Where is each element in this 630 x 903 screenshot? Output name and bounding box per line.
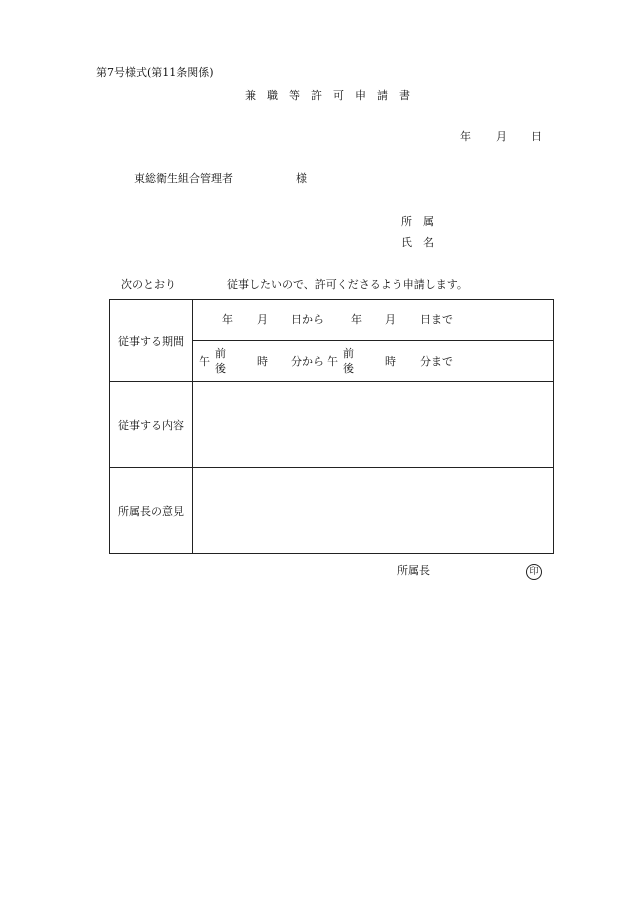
minute-from: 分から (291, 355, 324, 368)
period-day-until: 日まで (420, 313, 453, 326)
addressee-honorific: 様 (296, 172, 307, 185)
name-label: 氏 名 (401, 236, 434, 249)
seal-mark: 印 (526, 564, 542, 580)
opinion-field[interactable] (193, 468, 554, 554)
title-char: 書 (399, 89, 410, 102)
period-month-1: 月 (257, 313, 268, 326)
period-year-1: 年 (222, 313, 233, 326)
title-char: 請 (377, 89, 388, 102)
date-month: 月 (496, 130, 507, 143)
content-label: 従事する内容 (110, 382, 193, 468)
request-body: 従事したいので、許可くださるよう申請します。 (227, 278, 468, 291)
title-char: 許 (311, 89, 322, 102)
period-dates-cell[interactable] (193, 300, 554, 341)
content-field[interactable] (193, 382, 554, 468)
date-day: 日 (531, 130, 542, 143)
supervisor-label: 所属長 (397, 564, 430, 577)
form-number: 第7号様式(第11条関係) (96, 66, 214, 79)
ampm-2-top: 前 (343, 347, 354, 360)
period-day-from: 日から (291, 313, 324, 326)
title-char: 兼 (245, 89, 256, 102)
ampm-2-left: 午 (327, 355, 338, 368)
title-char: 申 (355, 89, 366, 102)
ampm-2-bottom: 後 (343, 362, 354, 375)
addressee-name: 東総衛生組合管理者 (134, 172, 233, 185)
title-char: 職 (267, 89, 278, 102)
title-char: 可 (333, 89, 344, 102)
period-label: 従事する期間 (110, 300, 193, 382)
hour-1: 時 (257, 355, 268, 368)
title-char: 等 (289, 89, 300, 102)
period-year-2: 年 (351, 313, 362, 326)
date-year: 年 (460, 130, 471, 143)
document-title (245, 89, 413, 103)
ampm-1-bottom: 後 (215, 362, 226, 375)
request-prefix: 次のとおり (121, 278, 176, 291)
application-table (109, 299, 554, 554)
minute-until: 分まで (420, 355, 453, 368)
opinion-label: 所属長の意見 (110, 468, 193, 554)
hour-2: 時 (385, 355, 396, 368)
affiliation-label: 所 属 (401, 215, 434, 228)
period-times-cell[interactable] (193, 341, 554, 382)
ampm-1-left: 午 (199, 355, 210, 368)
ampm-1-top: 前 (215, 347, 226, 360)
period-month-2: 月 (385, 313, 396, 326)
